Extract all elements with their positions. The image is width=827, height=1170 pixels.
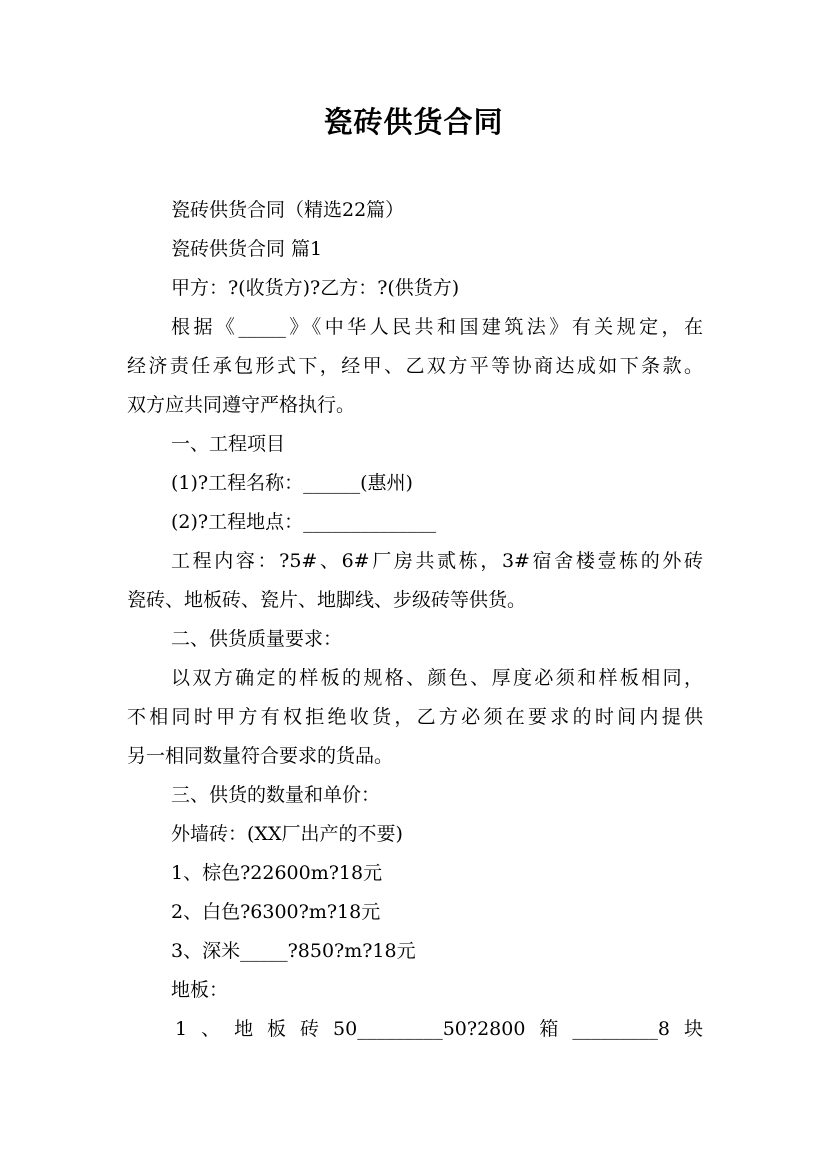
paragraph-line: 外墙砖：(XX厂出产的不要) [171, 823, 403, 845]
paragraph-line: 瓷砖供货合同 篇1 [171, 238, 323, 260]
section-heading: 三、供货的数量和单价： [171, 784, 381, 806]
paragraph-line: (1)?工程名称：______(惠州) [171, 472, 413, 494]
paragraph-line: 另一相同数量符合要求的货品。 [127, 745, 394, 767]
section-heading: 一、工程项目 [171, 433, 286, 455]
document-body [127, 191, 703, 1049]
list-item: 3、深米_____?850?m?18元 [171, 940, 416, 962]
paragraph-line: 工程内容：?5#、6#厂房共贰栋，3#宿舍楼壹栋的外砖 [171, 550, 703, 572]
paragraph-line: 瓷砖供货合同（精选22篇） [171, 199, 405, 221]
paragraph-line: 经济责任承包形式下，经甲、乙双方平等协商达成如下条款。 [127, 355, 703, 377]
paragraph-line: 以双方确定的样板的规格、颜色、厚度必须和样板相同， [171, 667, 703, 689]
paragraph-line: 不相同时甲方有权拒绝收货，乙方必须在要求的时间内提供 [127, 706, 703, 728]
paragraph-line: 瓷砖、地板砖、瓷片、地脚线、步级砖等供货。 [127, 589, 527, 611]
list-item: 1、地板砖50_________50?2800箱_________8块 [175, 1018, 703, 1040]
paragraph-line: (2)?工程地点：______________ [171, 511, 437, 533]
paragraph-line: 甲方：?(收货方)?乙方：?(供货方) [171, 277, 460, 299]
paragraph-line: 根据《_____》《中华人民共和国建筑法》有关规定，在 [171, 316, 703, 338]
list-item: 2、白色?6300?m?18元 [171, 901, 381, 923]
section-heading: 二、供货质量要求： [171, 628, 343, 650]
paragraph-line: 双方应共同遵守严格执行。 [127, 394, 356, 416]
paragraph-line: 地板： [171, 979, 229, 1001]
document-title: 瓷砖供货合同 [323, 105, 504, 139]
list-item: 1、棕色?22600m?18元 [171, 862, 383, 884]
